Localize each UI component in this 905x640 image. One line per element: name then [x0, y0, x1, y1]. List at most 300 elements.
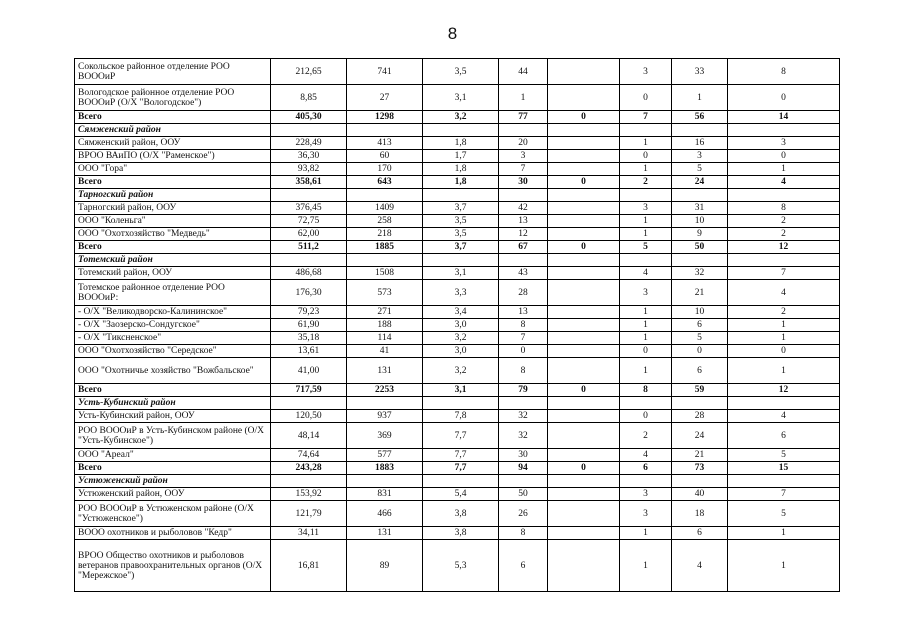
value-cell-col1: 93,82 [271, 163, 347, 176]
value-cell-col4: 6 [499, 540, 548, 592]
table-row [75, 85, 840, 111]
value-cell-col6: 0 [620, 150, 672, 163]
section-header-row [75, 475, 840, 488]
value-cell-col3: 3,5 [423, 215, 499, 228]
value-cell-col4: 13 [499, 215, 548, 228]
value-cell-col5: 0 [548, 176, 620, 189]
value-cell-col3: 3,4 [423, 306, 499, 319]
value-cell-col4: 26 [499, 501, 548, 527]
value-cell-col8: 2 [728, 306, 840, 319]
value-cell-col6: 0 [620, 345, 672, 358]
value-cell-col8: 1 [728, 358, 840, 384]
value-cell-col2: 131 [347, 358, 423, 384]
table-row [75, 501, 840, 527]
value-cell-col7: 33 [672, 59, 728, 85]
value-cell-col4: 8 [499, 527, 548, 540]
organization-name-cell: Тотемское районное отделение РОО ВОООиР: [75, 280, 271, 306]
value-cell-col4: 79 [499, 384, 548, 397]
value-cell-col5 [548, 410, 620, 423]
table-body [75, 59, 840, 592]
value-cell-col2 [347, 397, 423, 410]
value-cell-col7: 32 [672, 267, 728, 280]
value-cell-col6: 4 [620, 267, 672, 280]
value-cell-col2: 114 [347, 332, 423, 345]
organization-name-cell: Устюженский район [75, 475, 271, 488]
value-cell-col3: 5,4 [423, 488, 499, 501]
value-cell-col8: 1 [728, 527, 840, 540]
value-cell-col3: 7,8 [423, 410, 499, 423]
value-cell-col6: 1 [620, 319, 672, 332]
organization-name-cell: Тарногский район, ООУ [75, 202, 271, 215]
value-cell-col1: 35,18 [271, 332, 347, 345]
value-cell-col8: 1 [728, 540, 840, 592]
value-cell-col4 [499, 397, 548, 410]
value-cell-col6: 1 [620, 540, 672, 592]
value-cell-col4 [499, 189, 548, 202]
value-cell-col8: 1 [728, 163, 840, 176]
value-cell-col1: 228,49 [271, 137, 347, 150]
value-cell-col6: 3 [620, 59, 672, 85]
page-number: 8 [447, 24, 458, 43]
organization-name-cell: - О/Х "Тиксненское" [75, 332, 271, 345]
value-cell-col5 [548, 124, 620, 137]
value-cell-col5 [548, 254, 620, 267]
value-cell-col1: 62,00 [271, 228, 347, 241]
value-cell-col4: 13 [499, 306, 548, 319]
value-cell-col4: 43 [499, 267, 548, 280]
value-cell-col8: 0 [728, 345, 840, 358]
value-cell-col1 [271, 254, 347, 267]
value-cell-col6 [620, 254, 672, 267]
value-cell-col2: 2253 [347, 384, 423, 397]
value-cell-col7: 0 [672, 345, 728, 358]
table-row [75, 527, 840, 540]
value-cell-col8: 7 [728, 267, 840, 280]
value-cell-col2: 60 [347, 150, 423, 163]
value-cell-col4: 28 [499, 280, 548, 306]
organization-name-cell: ВРОО ВАиПО (О/Х "Раменское") [75, 150, 271, 163]
organization-name-cell: Всего [75, 384, 271, 397]
value-cell-col6: 0 [620, 410, 672, 423]
value-cell-col8 [728, 397, 840, 410]
value-cell-col7: 24 [672, 176, 728, 189]
value-cell-col7: 59 [672, 384, 728, 397]
value-cell-col3: 1,7 [423, 150, 499, 163]
organization-name-cell: Всего [75, 111, 271, 124]
value-cell-col6: 2 [620, 176, 672, 189]
value-cell-col6 [620, 397, 672, 410]
value-cell-col1: 41,00 [271, 358, 347, 384]
value-cell-col1: 121,79 [271, 501, 347, 527]
value-cell-col8: 5 [728, 449, 840, 462]
value-cell-col8 [728, 189, 840, 202]
table-row [75, 306, 840, 319]
organization-name-cell: РОО ВОООиР в Усть-Кубинском районе (О/Х "Усть-Кубинское") [75, 423, 271, 449]
value-cell-col5 [548, 332, 620, 345]
organization-name-cell: Сямженский район, ООУ [75, 137, 271, 150]
value-cell-col6: 3 [620, 202, 672, 215]
value-cell-col8: 4 [728, 280, 840, 306]
value-cell-col8: 1 [728, 319, 840, 332]
organization-name-cell: Тотемский район, ООУ [75, 267, 271, 280]
value-cell-col3: 3,2 [423, 358, 499, 384]
value-cell-col3 [423, 475, 499, 488]
value-cell-col6: 2 [620, 423, 672, 449]
value-cell-col7: 6 [672, 358, 728, 384]
value-cell-col3 [423, 189, 499, 202]
value-cell-col3: 3,0 [423, 319, 499, 332]
value-cell-col4: 30 [499, 176, 548, 189]
value-cell-col2: 937 [347, 410, 423, 423]
value-cell-col3: 3,2 [423, 332, 499, 345]
value-cell-col2: 218 [347, 228, 423, 241]
value-cell-col2: 170 [347, 163, 423, 176]
value-cell-col4: 20 [499, 137, 548, 150]
value-cell-col2: 577 [347, 449, 423, 462]
table-row [75, 202, 840, 215]
value-cell-col8: 4 [728, 176, 840, 189]
value-cell-col7 [672, 189, 728, 202]
value-cell-col6: 1 [620, 163, 672, 176]
value-cell-col1: 511,2 [271, 241, 347, 254]
value-cell-col7 [672, 254, 728, 267]
value-cell-col5 [548, 358, 620, 384]
value-cell-col3: 7,7 [423, 423, 499, 449]
value-cell-col6: 6 [620, 462, 672, 475]
table-row [75, 280, 840, 306]
value-cell-col5 [548, 540, 620, 592]
organization-name-cell: РОО ВОООиР в Устюженском районе (О/Х "Устюженское") [75, 501, 271, 527]
value-cell-col7: 24 [672, 423, 728, 449]
value-cell-col2: 27 [347, 85, 423, 111]
value-cell-col5 [548, 449, 620, 462]
value-cell-col5: 0 [548, 462, 620, 475]
value-cell-col5 [548, 280, 620, 306]
value-cell-col2: 643 [347, 176, 423, 189]
value-cell-col1: 74,64 [271, 449, 347, 462]
organization-name-cell: ООО "Охотничье хозяйство "Вожбальское" [75, 358, 271, 384]
value-cell-col4: 30 [499, 449, 548, 462]
value-cell-col4: 7 [499, 332, 548, 345]
value-cell-col7: 6 [672, 527, 728, 540]
organization-name-cell: Усть-Кубинский район [75, 397, 271, 410]
value-cell-col6: 1 [620, 215, 672, 228]
value-cell-col1: 486,68 [271, 267, 347, 280]
value-cell-col1 [271, 397, 347, 410]
value-cell-col4: 8 [499, 319, 548, 332]
value-cell-col2: 1298 [347, 111, 423, 124]
value-cell-col4: 32 [499, 423, 548, 449]
organization-name-cell: ООО "Гора" [75, 163, 271, 176]
value-cell-col7 [672, 397, 728, 410]
value-cell-col1: 13,61 [271, 345, 347, 358]
organization-name-cell: Устюженский район, ООУ [75, 488, 271, 501]
table-row [75, 332, 840, 345]
value-cell-col2: 413 [347, 137, 423, 150]
value-cell-col6 [620, 124, 672, 137]
total-row [75, 176, 840, 189]
total-row [75, 241, 840, 254]
value-cell-col7 [672, 124, 728, 137]
value-cell-col4: 7 [499, 163, 548, 176]
value-cell-col8: 12 [728, 384, 840, 397]
value-cell-col2: 1883 [347, 462, 423, 475]
value-cell-col1: 717,59 [271, 384, 347, 397]
value-cell-col3: 7,7 [423, 449, 499, 462]
value-cell-col8: 4 [728, 410, 840, 423]
value-cell-col3: 3,3 [423, 280, 499, 306]
value-cell-col8: 7 [728, 488, 840, 501]
organization-name-cell: Сямженский район [75, 124, 271, 137]
value-cell-col1: 405,30 [271, 111, 347, 124]
organization-name-cell: Усть-Кубинский район, ООУ [75, 410, 271, 423]
value-cell-col1 [271, 124, 347, 137]
value-cell-col3: 3,1 [423, 267, 499, 280]
section-header-row [75, 397, 840, 410]
value-cell-col2: 831 [347, 488, 423, 501]
value-cell-col2: 41 [347, 345, 423, 358]
value-cell-col1: 8,85 [271, 85, 347, 111]
value-cell-col5 [548, 345, 620, 358]
value-cell-col6: 0 [620, 85, 672, 111]
value-cell-col3 [423, 124, 499, 137]
value-cell-col5 [548, 189, 620, 202]
value-cell-col1: 36,30 [271, 150, 347, 163]
value-cell-col6: 3 [620, 501, 672, 527]
value-cell-col4: 50 [499, 488, 548, 501]
value-cell-col1: 176,30 [271, 280, 347, 306]
value-cell-col4: 1 [499, 85, 548, 111]
value-cell-col8 [728, 475, 840, 488]
value-cell-col3: 1,8 [423, 137, 499, 150]
value-cell-col5 [548, 488, 620, 501]
value-cell-col2 [347, 124, 423, 137]
value-cell-col4: 12 [499, 228, 548, 241]
value-cell-col7: 10 [672, 215, 728, 228]
table-row [75, 540, 840, 592]
value-cell-col3: 3,1 [423, 384, 499, 397]
value-cell-col5 [548, 397, 620, 410]
section-header-row [75, 124, 840, 137]
value-cell-col8: 2 [728, 215, 840, 228]
value-cell-col3: 3,5 [423, 59, 499, 85]
value-cell-col1 [271, 475, 347, 488]
value-cell-col1: 79,23 [271, 306, 347, 319]
organization-name-cell: Всего [75, 176, 271, 189]
value-cell-col5 [548, 501, 620, 527]
value-cell-col4: 44 [499, 59, 548, 85]
value-cell-col7: 28 [672, 410, 728, 423]
value-cell-col6: 1 [620, 332, 672, 345]
value-cell-col3: 3,5 [423, 228, 499, 241]
value-cell-col8: 14 [728, 111, 840, 124]
table-row [75, 345, 840, 358]
organization-name-cell: ВООО охотников и рыболовов "Кедр" [75, 527, 271, 540]
value-cell-col3: 1,8 [423, 176, 499, 189]
organization-name-cell: Всего [75, 241, 271, 254]
table-row [75, 215, 840, 228]
value-cell-col1: 153,92 [271, 488, 347, 501]
value-cell-col7: 16 [672, 137, 728, 150]
value-cell-col5: 0 [548, 111, 620, 124]
value-cell-col3: 3,7 [423, 241, 499, 254]
total-row [75, 384, 840, 397]
value-cell-col8: 0 [728, 85, 840, 111]
value-cell-col7: 21 [672, 449, 728, 462]
value-cell-col1: 61,90 [271, 319, 347, 332]
value-cell-col1: 16,81 [271, 540, 347, 592]
value-cell-col6: 1 [620, 527, 672, 540]
organization-name-cell: Вологодское районное отделение РОО ВОООиР (О/Х "Вологодское") [75, 85, 271, 111]
value-cell-col2 [347, 254, 423, 267]
value-cell-col8: 15 [728, 462, 840, 475]
value-cell-col3: 3,0 [423, 345, 499, 358]
value-cell-col2: 466 [347, 501, 423, 527]
value-cell-col7: 31 [672, 202, 728, 215]
value-cell-col5: 0 [548, 384, 620, 397]
value-cell-col5 [548, 527, 620, 540]
total-row [75, 111, 840, 124]
value-cell-col3: 5,3 [423, 540, 499, 592]
value-cell-col3: 3,2 [423, 111, 499, 124]
value-cell-col6 [620, 475, 672, 488]
value-cell-col7: 4 [672, 540, 728, 592]
value-cell-col5 [548, 228, 620, 241]
table-row [75, 423, 840, 449]
value-cell-col6: 3 [620, 488, 672, 501]
value-cell-col8: 1 [728, 332, 840, 345]
organization-name-cell: - О/Х "Заозерско-Сондугское" [75, 319, 271, 332]
table-row [75, 358, 840, 384]
value-cell-col5 [548, 319, 620, 332]
value-cell-col7: 3 [672, 150, 728, 163]
organization-name-cell: ООО "Ареал" [75, 449, 271, 462]
value-cell-col5 [548, 163, 620, 176]
value-cell-col2: 1508 [347, 267, 423, 280]
value-cell-col7: 56 [672, 111, 728, 124]
value-cell-col4: 42 [499, 202, 548, 215]
organization-name-cell: - О/Х "Великодворско-Калининское" [75, 306, 271, 319]
value-cell-col5 [548, 215, 620, 228]
value-cell-col4: 8 [499, 358, 548, 384]
total-row [75, 462, 840, 475]
value-cell-col8: 5 [728, 501, 840, 527]
value-cell-col4: 3 [499, 150, 548, 163]
value-cell-col2: 1885 [347, 241, 423, 254]
table-row [75, 137, 840, 150]
section-header-row [75, 254, 840, 267]
value-cell-col6: 7 [620, 111, 672, 124]
value-cell-col4 [499, 475, 548, 488]
organization-name-cell: Тарногский район [75, 189, 271, 202]
value-cell-col6: 4 [620, 449, 672, 462]
value-cell-col7: 21 [672, 280, 728, 306]
value-cell-col1: 376,45 [271, 202, 347, 215]
value-cell-col5 [548, 202, 620, 215]
table-row [75, 163, 840, 176]
value-cell-col5 [548, 137, 620, 150]
organization-name-cell: ООО "Охотхозяйство "Середское" [75, 345, 271, 358]
value-cell-col2: 188 [347, 319, 423, 332]
table-row [75, 488, 840, 501]
table-row [75, 449, 840, 462]
value-cell-col3 [423, 254, 499, 267]
value-cell-col8 [728, 254, 840, 267]
value-cell-col2: 89 [347, 540, 423, 592]
value-cell-col3: 3,8 [423, 501, 499, 527]
value-cell-col7: 9 [672, 228, 728, 241]
value-cell-col7: 10 [672, 306, 728, 319]
value-cell-col4 [499, 124, 548, 137]
value-cell-col4: 67 [499, 241, 548, 254]
value-cell-col5 [548, 85, 620, 111]
value-cell-col5 [548, 267, 620, 280]
value-cell-col4: 32 [499, 410, 548, 423]
value-cell-col2 [347, 189, 423, 202]
organization-name-cell: ВРОО Общество охотников и рыболовов ветеранов правоохранительных органов (О/Х "Мережское") [75, 540, 271, 592]
table-row [75, 267, 840, 280]
value-cell-col5 [548, 306, 620, 319]
value-cell-col6 [620, 189, 672, 202]
value-cell-col4: 77 [499, 111, 548, 124]
value-cell-col2: 258 [347, 215, 423, 228]
value-cell-col2: 131 [347, 527, 423, 540]
value-cell-col7: 40 [672, 488, 728, 501]
value-cell-col2: 271 [347, 306, 423, 319]
value-cell-col2: 369 [347, 423, 423, 449]
value-cell-col7: 18 [672, 501, 728, 527]
value-cell-col7 [672, 475, 728, 488]
table-row [75, 228, 840, 241]
value-cell-col2: 741 [347, 59, 423, 85]
table-row [75, 319, 840, 332]
value-cell-col3: 3,7 [423, 202, 499, 215]
value-cell-col3: 7,7 [423, 462, 499, 475]
value-cell-col7: 6 [672, 319, 728, 332]
value-cell-col1: 212,65 [271, 59, 347, 85]
value-cell-col2 [347, 475, 423, 488]
value-cell-col1: 120,50 [271, 410, 347, 423]
organization-name-cell: ООО "Охотхозяйство "Медведь" [75, 228, 271, 241]
organization-name-cell: ООО "Коленьга" [75, 215, 271, 228]
table-row [75, 59, 840, 85]
value-cell-col8: 2 [728, 228, 840, 241]
hunting-data-table [74, 58, 840, 592]
table-row [75, 150, 840, 163]
value-cell-col8 [728, 124, 840, 137]
value-cell-col8: 0 [728, 150, 840, 163]
value-cell-col1 [271, 189, 347, 202]
value-cell-col4: 0 [499, 345, 548, 358]
value-cell-col1: 358,61 [271, 176, 347, 189]
value-cell-col6: 3 [620, 280, 672, 306]
value-cell-col5 [548, 59, 620, 85]
value-cell-col8: 8 [728, 59, 840, 85]
value-cell-col1: 72,75 [271, 215, 347, 228]
value-cell-col8: 6 [728, 423, 840, 449]
value-cell-col8: 8 [728, 202, 840, 215]
value-cell-col5 [548, 475, 620, 488]
value-cell-col4: 94 [499, 462, 548, 475]
value-cell-col6: 1 [620, 137, 672, 150]
value-cell-col1: 34,11 [271, 527, 347, 540]
value-cell-col1: 48,14 [271, 423, 347, 449]
value-cell-col5: 0 [548, 241, 620, 254]
value-cell-col2: 1409 [347, 202, 423, 215]
value-cell-col8: 3 [728, 137, 840, 150]
value-cell-col3: 3,1 [423, 85, 499, 111]
value-cell-col7: 50 [672, 241, 728, 254]
